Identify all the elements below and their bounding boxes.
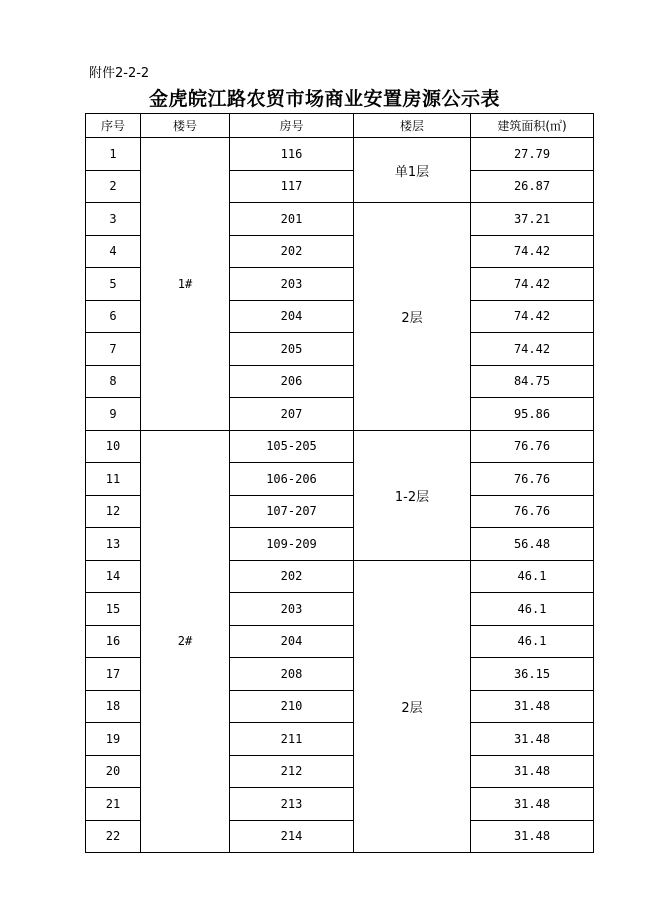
header-room: 房号 [230,114,354,138]
cell-room: 205 [230,333,354,366]
cell-building: 1# [141,138,230,431]
header-seq: 序号 [86,114,141,138]
cell-seq: 2 [86,170,141,203]
cell-area: 46.1 [471,560,594,593]
cell-room: 203 [230,268,354,301]
cell-area: 31.48 [471,690,594,723]
header-floor: 楼层 [354,114,471,138]
cell-area: 46.1 [471,625,594,658]
document-title: 金虎皖江路农贸市场商业安置房源公示表 [148,88,500,110]
table-row [86,430,594,463]
cell-room: 107-207 [230,495,354,528]
cell-area: 56.48 [471,528,594,561]
cell-floor: 2层 [354,203,471,431]
cell-seq: 15 [86,593,141,626]
cell-seq: 10 [86,430,141,463]
cell-seq: 11 [86,463,141,496]
cell-room: 106-206 [230,463,354,496]
cell-room: 204 [230,300,354,333]
cell-area: 26.87 [471,170,594,203]
cell-seq: 4 [86,235,141,268]
header-building: 楼号 [141,114,230,138]
cell-seq: 14 [86,560,141,593]
cell-area: 31.48 [471,755,594,788]
cell-room: 210 [230,690,354,723]
cell-room: 212 [230,755,354,788]
cell-seq: 5 [86,268,141,301]
cell-seq: 12 [86,495,141,528]
cell-seq: 7 [86,333,141,366]
cell-area: 46.1 [471,593,594,626]
cell-room: 201 [230,203,354,236]
cell-area: 74.42 [471,235,594,268]
cell-area: 27.79 [471,138,594,171]
cell-seq: 21 [86,788,141,821]
cell-area: 74.42 [471,333,594,366]
cell-seq: 6 [86,300,141,333]
cell-room: 204 [230,625,354,658]
cell-area: 76.76 [471,430,594,463]
table-header-row [86,114,594,138]
cell-seq: 13 [86,528,141,561]
cell-building: 2# [141,430,230,853]
cell-area: 74.42 [471,268,594,301]
cell-room: 109-209 [230,528,354,561]
cell-floor: 2层 [354,560,471,853]
cell-area: 76.76 [471,463,594,496]
cell-seq: 18 [86,690,141,723]
cell-room: 117 [230,170,354,203]
header-area: 建筑面积(㎡) [471,114,594,138]
cell-seq: 20 [86,755,141,788]
cell-room: 202 [230,235,354,268]
cell-seq: 17 [86,658,141,691]
cell-area: 36.15 [471,658,594,691]
cell-area: 37.21 [471,203,594,236]
attachment-label: 附件2-2-2 [89,66,150,81]
cell-area: 31.48 [471,820,594,853]
cell-room: 203 [230,593,354,626]
housing-table [85,113,594,853]
cell-area: 31.48 [471,723,594,756]
cell-room: 202 [230,560,354,593]
table-row [86,138,594,171]
cell-area: 31.48 [471,788,594,821]
cell-room: 213 [230,788,354,821]
cell-area: 76.76 [471,495,594,528]
cell-room: 208 [230,658,354,691]
cell-room: 211 [230,723,354,756]
cell-seq: 8 [86,365,141,398]
cell-room: 207 [230,398,354,431]
cell-seq: 22 [86,820,141,853]
cell-area: 74.42 [471,300,594,333]
cell-room: 105-205 [230,430,354,463]
cell-seq: 1 [86,138,141,171]
cell-seq: 3 [86,203,141,236]
cell-seq: 16 [86,625,141,658]
cell-room: 214 [230,820,354,853]
table-body [86,138,594,853]
cell-floor: 1-2层 [354,430,471,560]
cell-seq: 9 [86,398,141,431]
cell-seq: 19 [86,723,141,756]
cell-floor: 单1层 [354,138,471,203]
cell-area: 84.75 [471,365,594,398]
cell-room: 116 [230,138,354,171]
cell-area: 95.86 [471,398,594,431]
cell-room: 206 [230,365,354,398]
